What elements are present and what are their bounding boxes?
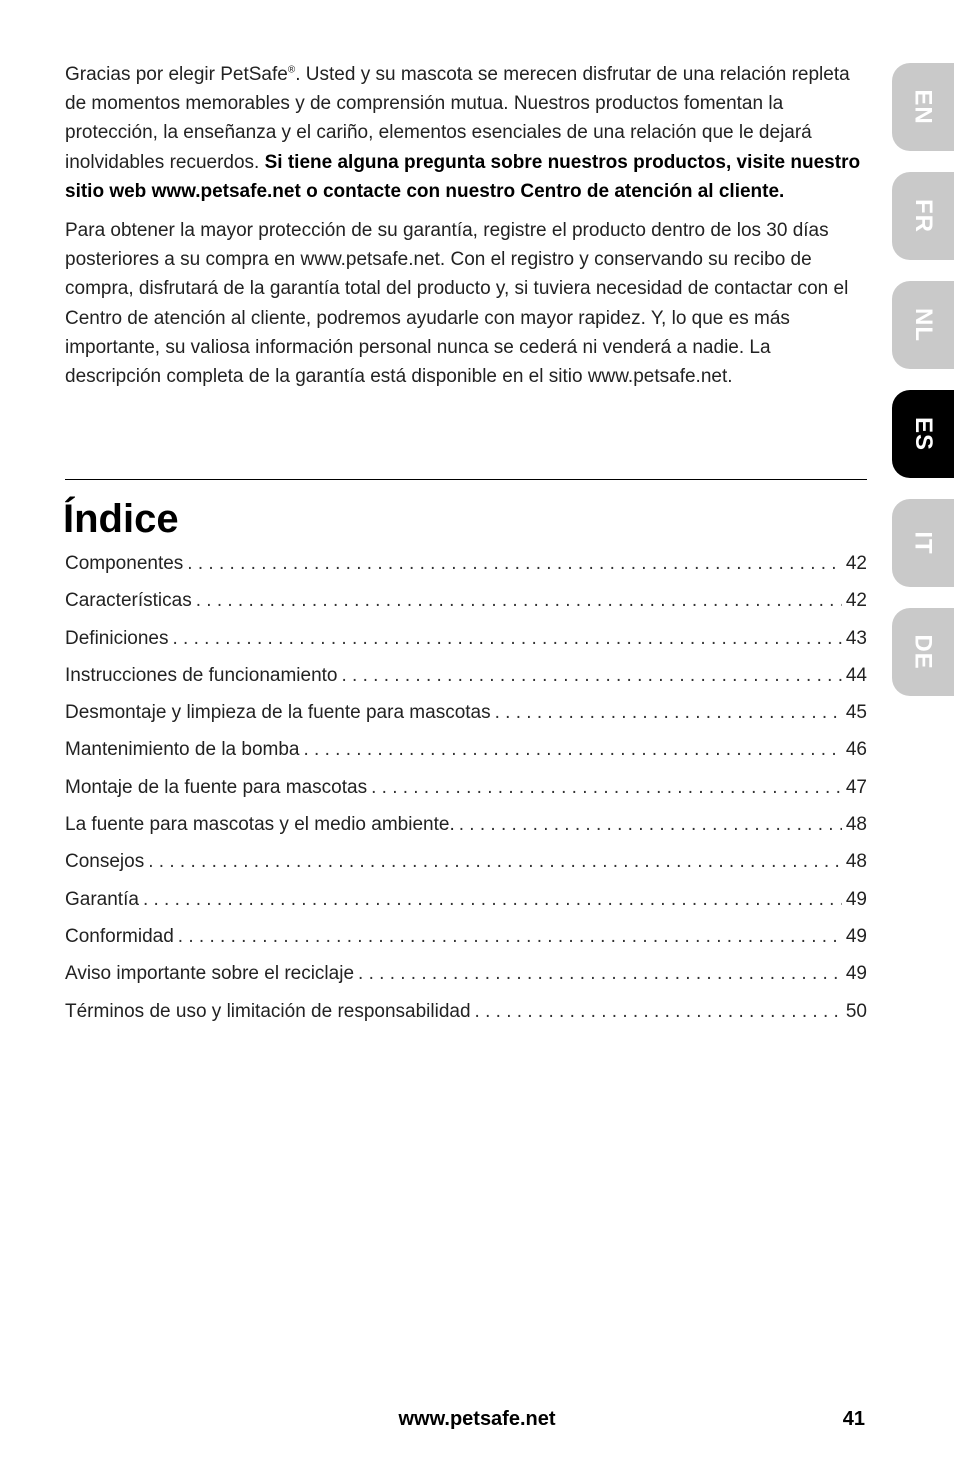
- toc-dot-leader: [187, 545, 842, 582]
- toc-dot-leader: [143, 881, 842, 918]
- toc-entry-label: Componentes: [65, 553, 184, 574]
- toc-dot-leader: [358, 955, 842, 992]
- toc-entry-page: 43: [845, 627, 867, 649]
- toc-entry-label: La fuente para mascotas y el medio ambiente.: [65, 814, 455, 836]
- toc-entry-label: Instrucciones de funcionamiento: [65, 664, 338, 686]
- toc-dot-leader: [173, 620, 842, 657]
- intro-text-rest: . Usted y su mascota se merecen disfrutar de una relación repleta de momentos memorables y de comprensión mutua. Nuestros productos fomentan la protección, la enseñanza y el cariño, elementos esenciales de una relación que le dejará inolvidables recuerdos.: [65, 64, 850, 173]
- toc-dot-leader: [475, 993, 842, 1030]
- language-tab-label: FR: [910, 199, 937, 233]
- language-tab-label: EN: [910, 89, 937, 125]
- toc-dot-leader: [196, 582, 842, 619]
- toc-entry-page: 48: [845, 814, 867, 836]
- toc-entry[interactable]: [65, 731, 867, 768]
- language-tab-it[interactable]: [892, 499, 954, 587]
- toc-entry-label: Mantenimiento de la bomba: [65, 739, 300, 761]
- toc-entry-label: Montaje de la fuente para mascotas: [65, 776, 368, 798]
- toc-entry-page: 47: [845, 776, 867, 798]
- language-tab-es[interactable]: [892, 390, 954, 478]
- toc-entry-label: Conformidad: [65, 925, 174, 947]
- warranty-paragraph: Para obtener la mayor protección de su garantía, registre el producto dentro de los 30 días posteriores a su compra en www.petsafe.net. Con el registro y conservando su recibo de compra, disfrutará de la garantía total del producto y, si tuviera necesidad de contactar con el Centro de atención al cliente, podremos ayudarle con mayor rapidez. Y, lo que es más importante, su valiosa información personal nunca se cederá ni venderá a nadie. La descripción completa de la garantía está disponible en el sitio www.petsafe.net.: [65, 220, 849, 388]
- toc-entry-page: 46: [845, 739, 867, 761]
- toc-entry-label: Consejos: [65, 851, 145, 873]
- toc-heading: Índice: [63, 497, 179, 541]
- toc-entry-page: 44: [845, 664, 867, 686]
- toc-dot-leader: [371, 769, 842, 806]
- toc-entry-page: 42: [845, 590, 867, 612]
- toc-dot-leader: [303, 731, 841, 768]
- footer-url[interactable]: www.petsafe.net: [398, 1408, 556, 1430]
- toc-entry[interactable]: [65, 657, 867, 694]
- language-tab-label: NL: [910, 308, 937, 342]
- toc-entry-label: Características: [65, 590, 192, 612]
- registered-mark: ®: [287, 64, 296, 76]
- toc-entry-page: 49: [845, 963, 867, 985]
- toc-entry[interactable]: [65, 620, 867, 657]
- toc-entry[interactable]: [65, 694, 867, 731]
- toc-entry-label: Garantía: [65, 888, 139, 910]
- toc-entry[interactable]: [65, 955, 867, 992]
- intro-contact-bold: Si tiene alguna pregunta sobre nuestros productos, visite nuestro sitio web www.petsafe.net o contacte con nuestro Centro de atención al cliente.: [65, 151, 861, 202]
- language-tab-label: IT: [909, 531, 937, 555]
- language-tab-label: ES: [909, 416, 937, 452]
- toc-entry[interactable]: [65, 545, 867, 582]
- toc-dot-leader: [148, 843, 842, 880]
- intro-text-start: Gracias por elegir PetSafe: [65, 64, 288, 85]
- toc-entry[interactable]: [65, 993, 867, 1030]
- toc-entry-page: 42: [845, 553, 867, 574]
- intro-section: [65, 60, 867, 391]
- toc-dot-leader: [178, 918, 842, 955]
- language-tab-en[interactable]: [892, 63, 954, 151]
- language-tab-nl[interactable]: [892, 281, 954, 369]
- toc-entry-label: Términos de uso y limitación de responsabilidad: [65, 1000, 471, 1022]
- toc-dot-leader: [459, 806, 842, 843]
- intro-paragraph: [65, 60, 867, 206]
- toc-entry[interactable]: [65, 881, 867, 918]
- toc-entry-page: 45: [845, 702, 867, 724]
- toc-entry-page: 49: [845, 925, 867, 947]
- toc-entry[interactable]: [65, 806, 867, 843]
- language-tab-de[interactable]: [892, 608, 954, 696]
- toc-entry-label: Desmontaje y limpieza de la fuente para mascotas: [65, 702, 491, 724]
- language-tab-fr[interactable]: [892, 172, 954, 260]
- toc-entry-label: Definiciones: [65, 627, 169, 649]
- table-of-contents: [65, 545, 867, 1030]
- toc-entry[interactable]: [65, 769, 867, 806]
- toc-dot-leader: [342, 657, 842, 694]
- section-divider: [65, 479, 867, 480]
- toc-entry-page: 48: [845, 851, 867, 873]
- toc-entry-page: 49: [845, 888, 867, 910]
- page-number: 41: [842, 1408, 865, 1430]
- language-tab-label: DE: [910, 634, 937, 670]
- toc-entry-page: 50: [845, 1000, 867, 1022]
- toc-entry-label: Aviso importante sobre el reciclaje: [65, 963, 355, 985]
- toc-entry[interactable]: [65, 843, 867, 880]
- toc-entry[interactable]: [65, 582, 867, 619]
- toc-dot-leader: [495, 694, 842, 731]
- toc-entry[interactable]: [65, 918, 867, 955]
